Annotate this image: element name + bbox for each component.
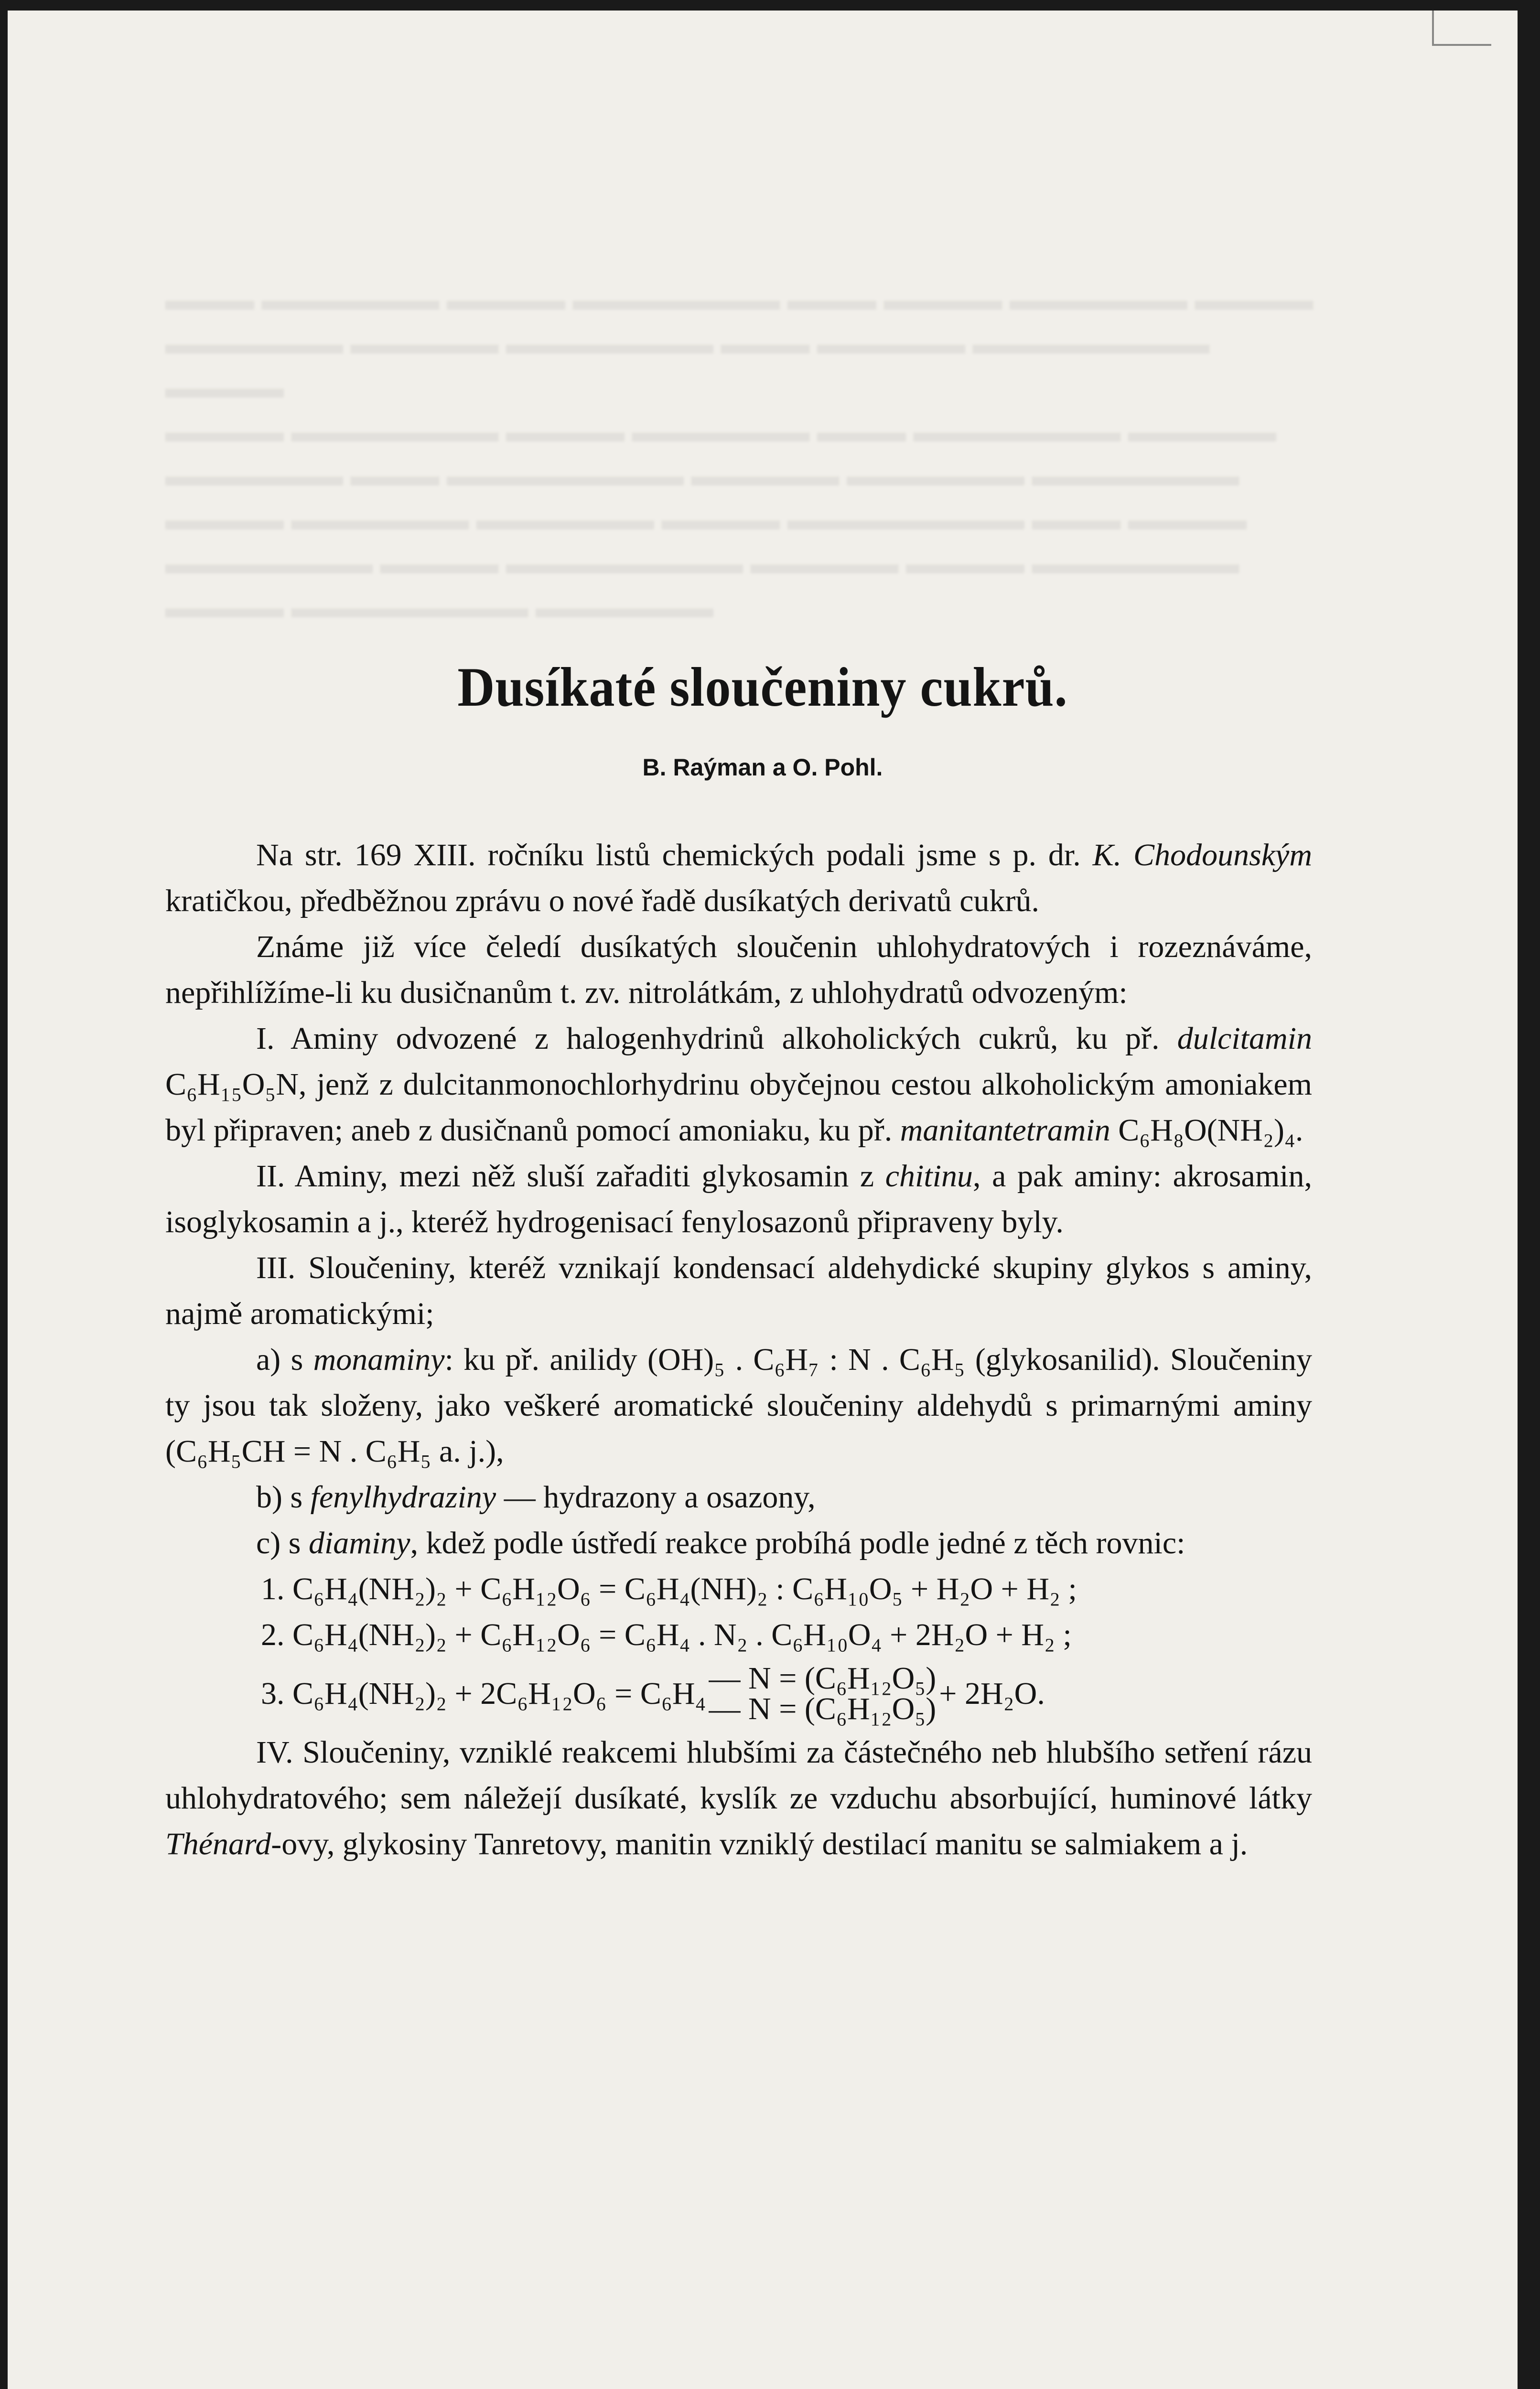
equation-3-right: + 2H₂O. xyxy=(939,1676,1045,1711)
equation-3-bottom: — N = (C₆H₁₂O₅) xyxy=(709,1691,937,1726)
article-authors: B. Raýman a O. Pohl. xyxy=(642,754,883,781)
paragraph-7 xyxy=(165,1474,1312,1520)
text: c) s xyxy=(256,1526,301,1560)
text: -ovy, glykosiny Tanretovy, manitin vzniklý destilací manitu se salmiakem a j. xyxy=(271,1827,1248,1862)
paragraph-2: Známe již více čeledí dusíkatých sloučenin uhlohydratových i rozeznáváme, nepřihlížíme-li ku dusičnanům t. zv. nitrolátkám, z uhlohydratů odvozeným: xyxy=(165,929,1312,1010)
text: C₆H₈O(NH₂)₄. xyxy=(1118,1113,1303,1148)
text: a) s xyxy=(256,1342,303,1377)
text: , kdež podle ústředí reakce probíhá podle jedné z těch rovnic: xyxy=(410,1526,1185,1560)
paragraph-9 xyxy=(165,1730,1312,1867)
bleed-through-text: ▬▬▬ ▬▬▬▬▬▬ ▬▬▬▬ ▬▬▬▬▬▬▬ ▬▬▬ ▬▬▬▬ ▬▬▬▬▬▬ ▬▬▬▬ ▬▬▬▬▬▬ ▬▬▬▬▬ ▬▬▬▬▬▬▬ ▬▬▬ ▬▬▬▬▬ ▬▬▬▬▬▬▬▬ ▬▬▬▬ ▬▬▬▬ ▬▬▬▬▬▬▬ ▬▬▬▬ ▬▬▬▬▬▬ ▬▬▬ ▬▬▬▬▬▬▬ ▬▬▬▬▬ ▬▬▬▬▬▬ ▬▬▬ ▬▬▬▬▬▬▬▬ ▬▬▬▬▬ ▬▬▬▬▬▬ ▬▬▬▬▬▬▬ ▬▬▬▬ ▬▬▬▬▬▬ ▬▬▬▬▬▬ ▬▬▬▬ ▬▬▬▬▬▬▬▬ ▬▬▬ ▬▬▬▬ ▬▬▬▬▬▬▬ ▬▬▬▬ ▬▬▬▬▬▬▬▬ ▬▬▬▬▬ ▬▬▬▬ ▬▬▬▬▬▬▬ ▬▬▬▬ ▬▬▬▬▬▬▬▬ ▬▬▬▬▬▬ xyxy=(165,284,1314,624)
text: II. Aminy, mezi něž sluší zařaditi glykosamin z xyxy=(256,1159,874,1194)
text: Na str. 169 XIII. ročníku listů chemických podali jsme s p. dr. xyxy=(256,838,1081,872)
equation-3-stack xyxy=(709,1663,937,1724)
paragraph-4 xyxy=(165,1153,1312,1245)
term: fenylhydraziny xyxy=(310,1480,496,1515)
term: monaminy xyxy=(313,1342,445,1377)
paragraph-5: III. Sloučeniny, kteréž vznikají kondensací aldehydické skupiny glykos s aminy, najmě aromatickými; xyxy=(165,1250,1312,1331)
equation-2: 2. C₆H₄(NH₂)₂ + C₆H₁₂O₆ = C₆H₄ . N₂ . C₆H₁₀O₄ + 2H₂O + H₂ ; xyxy=(261,1617,1072,1652)
equation-3 xyxy=(261,1658,1312,1730)
paragraph-1 xyxy=(165,832,1312,924)
text: C₆H₁₅O₅N, jenž z dulcitanmonochlorhydrinu obyčejnou cestou alkoholickým amoniakem byl připraven; aneb z dusičnanů pomocí amoniaku, ku př. xyxy=(165,1067,1312,1148)
text: kratičkou, předběžnou zprávu o nové řadě dusíkatých derivatů cukrů. xyxy=(165,883,1039,918)
equation-1: 1. C₆H₄(NH₂)₂ + C₆H₁₂O₆ = C₆H₄(NH)₂ : C₆H₁₀O₅ + H₂O + H₂ ; xyxy=(261,1571,1077,1606)
compound-name: dulcitamin xyxy=(1177,1021,1313,1056)
source-name: chitinu xyxy=(885,1159,973,1194)
equation-3-left: 3. C₆H₄(NH₂)₂ + 2C₆H₁₂O₆ = C₆H₄ xyxy=(261,1676,706,1711)
paragraph-6 xyxy=(165,1337,1312,1474)
document-page xyxy=(8,11,1518,2389)
text: — hydrazony a osazony, xyxy=(496,1480,816,1515)
article-body xyxy=(165,832,1312,1867)
compound-name: manitantetramin xyxy=(900,1113,1110,1148)
term: diaminy xyxy=(308,1526,410,1560)
article-title: Dusíkaté sloučeniny cukrů. xyxy=(457,656,1068,718)
text: , a pak aminy: akrosamin, isoglykosamin a j., kteréž hydrogenisací fenylosazonů připraveny byly. xyxy=(165,1159,1312,1239)
person-name: Thénard xyxy=(165,1827,271,1862)
corner-mark xyxy=(1432,11,1491,46)
paragraph-8 xyxy=(165,1520,1312,1566)
equation-3-top: — N = (C₆H₁₂O₅) xyxy=(709,1661,937,1696)
text: IV. Sloučeniny, vzniklé reakcemi hlubšími za částečného neb hlubšího setření rázu uhlohydratového; sem náležejí dusíkaté, kyslík ze vzduchu absorbující, huminové látky xyxy=(165,1735,1312,1816)
person-name: K. Chodounským xyxy=(1092,838,1313,872)
text: : ku př. anilidy (OH)₅ . C₆H₇ : N . C₆H₅ (glykosanilid). Sloučeniny ty jsou tak složeny, jako veškeré aromatické sloučeniny aldehydů s primarnými aminy (C₆H₅CH = N . C₆H₅ a. j.), xyxy=(165,1342,1312,1469)
text: b) s xyxy=(256,1480,303,1515)
text: I. Aminy odvozené z halogenhydrinů alkoholických cukrů, ku př. xyxy=(256,1021,1160,1056)
paragraph-3 xyxy=(165,1016,1312,1153)
